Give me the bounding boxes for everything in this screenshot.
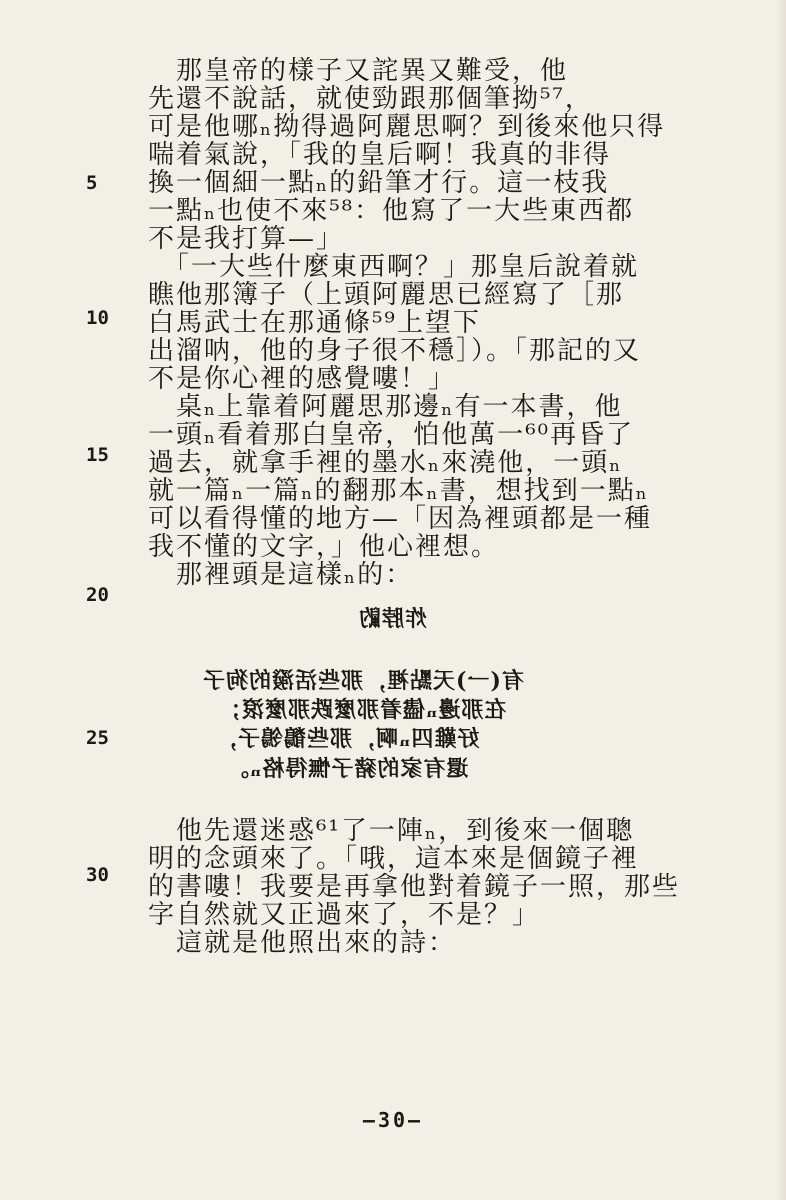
text-line: 我不懂的文字，」他心裡想。: [148, 532, 500, 562]
text-line: 那裡頭是這樣ₙ的：: [148, 560, 414, 590]
poem-line: [214, 722, 479, 753]
poem-line: [218, 693, 506, 724]
text-line: 這就是他照出來的詩：: [148, 928, 457, 958]
line-number-15: 15: [86, 444, 109, 466]
text-line: 過去，就拿手裡的墨水ₙ來澆他，一頭ₙ: [148, 448, 623, 478]
text-line: 白馬武士在那通條⁵⁹上望下: [148, 308, 481, 338]
text-line: 可是他哪ₙ拗得過阿麗思啊？到後來他只得: [148, 112, 666, 142]
text-line: 他先還迷惑⁶¹了一陣ₙ，到後來一個聰: [148, 816, 635, 846]
poem-title-text: 炸脖䶂: [358, 606, 428, 632]
page-number: —30—: [362, 1108, 424, 1132]
poem-line: [226, 752, 468, 783]
text-line: 喘着氣說，「我的皇后啊！我真的非得: [148, 140, 612, 170]
text-line: 那皇帝的樣子又詫異又難受，他: [148, 56, 569, 86]
text-line: 瞧他那簿子（上頭阿麗思已經寫了［那: [148, 280, 625, 310]
line-number-30: 30: [86, 864, 109, 886]
text-line: 不是我打算—」: [148, 224, 345, 254]
line-number-25: 25: [86, 727, 109, 749]
text-line: 先還不說話，就使勁跟那個筆拗⁵⁷，: [148, 84, 593, 114]
poem-line: [202, 664, 524, 695]
text-line: 就一篇ₙ一篇ₙ的翻那本ₙ書，想找到一點ₙ: [148, 476, 649, 506]
poem-line-text: 有(一)天點裡，那些活潑的狗子: [202, 668, 524, 694]
text-line: 明的念頭來了。「哦，這本來是個鏡子裡: [148, 844, 640, 874]
text-line: 的書嘍！我要是再拿他對着鏡子一照，那些: [148, 872, 681, 902]
poem-line-text: 好難四ₙ啊，那些鶺鴒子，: [214, 726, 480, 752]
text-line: 不是你心裡的感覺嘍！」: [148, 364, 457, 394]
text-line: 一頭ₙ看着那白皇帝，怕他萬一⁶⁰再昏了: [148, 420, 635, 450]
text-line: 字自然就又正過來了，不是？」: [148, 900, 541, 930]
text-line: 桌ₙ上靠着阿麗思那邊ₙ有一本書，他: [148, 392, 623, 422]
text-line: 一點ₙ也使不來⁵⁸：他寫了一大些東西都: [148, 196, 635, 226]
line-number-20: 20: [86, 584, 109, 606]
poem-line-text: 在那邊ₙ儘着那麼跌那麼滾；: [218, 697, 507, 723]
poem-line-text: 還有家的豬子憮得格ₙ。: [226, 756, 469, 782]
page-edge-shadow: [776, 0, 786, 1200]
text-line: 「一大些什麼東西啊？」那皇后說着就: [148, 252, 640, 282]
text-line: 可以看得懂的地方—「因為裡頭都是一種: [148, 504, 653, 534]
line-number-10: 10: [86, 307, 109, 329]
poem-title: [0, 602, 786, 633]
text-line: 出溜呐，他的身子很不穩］）。「那記的又: [148, 336, 642, 366]
line-number-5: 5: [86, 172, 98, 194]
text-line: 換一個細一點ₙ的鉛筆才行。這一枝我: [148, 168, 610, 198]
